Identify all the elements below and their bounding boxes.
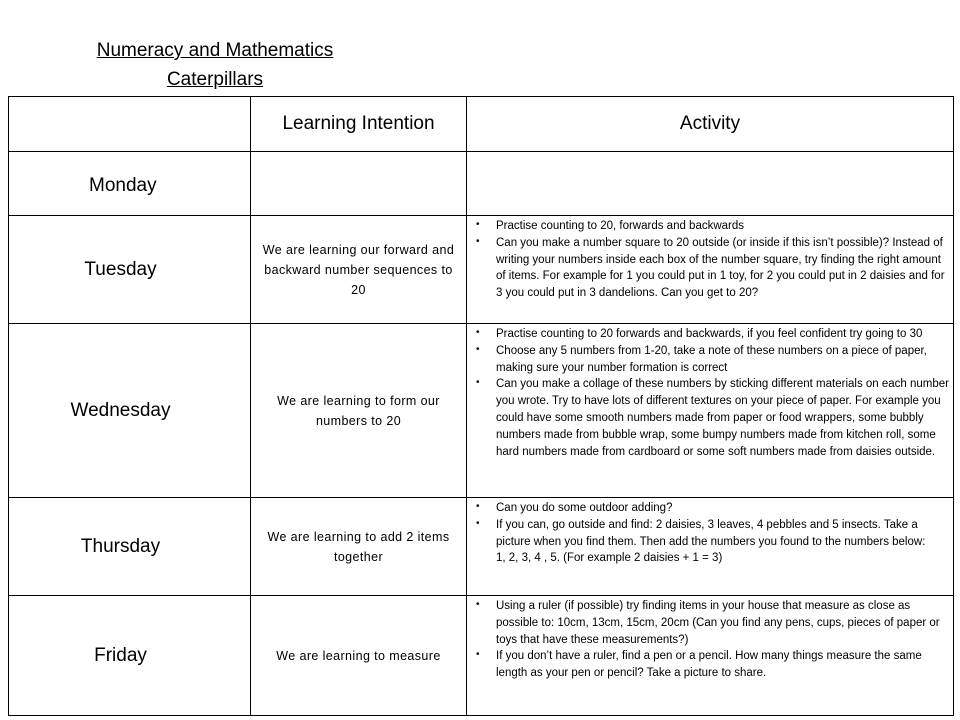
title-line-1: Numeracy and Mathematics — [96, 40, 334, 61]
activity-item: • Can you make a collage of these numbers by sticking different materials on each number you wrote. Try to have lots of different textures on your piece of paper. For example you could have some smooth numbers made from paper or food wrappers, some bubbly numbers made from bubble wrap, some bumpy numbers made from kitchen roll, some hard numbers made from cardboard or some soft numbers made from daisies outside. — [473, 376, 949, 460]
learning-intention-monday — [251, 152, 467, 216]
page-title — [70, 36, 360, 94]
activity-cell-wednesday — [467, 324, 954, 498]
activity-item: • Practise counting to 20 forwards and backwards, if you feel confident try going to 30 — [473, 326, 949, 343]
activity-item: • Using a ruler (if possible) try finding items in your house that measure as close as possible to: 10cm, 13cm, 15cm, 20cm (Can you find any pens, cups, pieces of paper or toys that have these measurements?) — [473, 598, 949, 648]
day-label-thursday: Thursday — [9, 498, 251, 596]
activity-item: • If you don’t have a ruler, find a pen or a pencil. How many things measure the same length as your pen or pencil? Take a picture to share. — [473, 648, 949, 682]
learning-intention-friday: We are learning to measure — [251, 596, 467, 716]
activity-cell-monday — [467, 152, 954, 216]
day-label-wednesday: Wednesday — [9, 324, 251, 498]
title-line-2: Caterpillars — [166, 69, 264, 90]
learning-intention-wednesday: We are learning to form our numbers to 20 — [251, 324, 467, 498]
activity-item: • Practise counting to 20, forwards and backwards — [473, 218, 949, 235]
activity-cell-friday — [467, 596, 954, 716]
table-row-monday — [9, 152, 954, 216]
header-day-cell — [9, 97, 251, 152]
header-row — [9, 97, 954, 152]
day-label-friday: Friday — [9, 596, 251, 716]
learning-intention-thursday: We are learning to add 2 items together — [251, 498, 467, 596]
table-row-wednesday — [9, 324, 954, 498]
header-activity: Activity — [467, 97, 954, 152]
activity-item: • If you can, go outside and find: 2 daisies, 3 leaves, 4 pebbles and 5 insects. Take a picture when you find them. Then add the numbers you found to the numbers below: 1, 2, 3, 4 , 5. (For example 2 daisies + 1 = 3) — [473, 517, 949, 567]
day-label-monday: Monday — [9, 152, 251, 216]
learning-intention-tuesday: We are learning our forward and backward number sequences to 20 — [251, 216, 467, 324]
activity-cell-thursday — [467, 498, 954, 596]
activity-item: • Choose any 5 numbers from 1-20, take a note of these numbers on a piece of paper, making sure your number formation is correct — [473, 343, 949, 377]
day-label-tuesday: Tuesday — [9, 216, 251, 324]
table-row-tuesday — [9, 216, 954, 324]
table-row-friday — [9, 596, 954, 716]
weekly-plan-table — [8, 96, 954, 716]
activity-item: • Can you make a number square to 20 outside (or inside if this isn’t possible)? Instead of writing your numbers inside each box of the number square, try finding the right amount of items. For example for 1 you could put in 1 toy, for 2 you could put in 2 daisies and for 3 you could put in 3 dandelions. Can you get to 20? — [473, 235, 949, 302]
activity-cell-tuesday — [467, 216, 954, 324]
header-learning-intention: Learning Intention — [251, 97, 467, 152]
activity-item: • Can you do some outdoor adding? — [473, 500, 949, 517]
table-row-thursday — [9, 498, 954, 596]
